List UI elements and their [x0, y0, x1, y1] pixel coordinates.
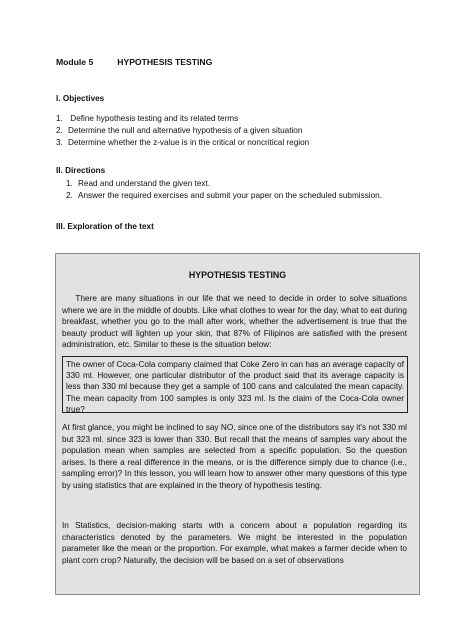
item-number: 1.	[66, 179, 73, 188]
objectives-list	[56, 113, 309, 149]
module-number: Module 5	[56, 57, 94, 67]
list-item	[56, 125, 309, 137]
item-text: Determine whether the z-value is in the critical or noncritical region	[68, 138, 310, 147]
module-title: HYPOTHESIS TESTING	[117, 57, 213, 67]
intro-paragraph: There are many situations in our life that we need to decide in order to solve situations where we are in the middle of doubts. Like what clothes to wear for the day, what to eat during breakfast, whether you go to the mall after work, whether the advertisement is true that the beauty product will lighten up your skin, that 87% of Filipinos are satisfied with the present administration, etc. Similar to these is the situation below:	[62, 294, 410, 350]
directions-list	[66, 178, 382, 202]
list-item	[66, 190, 382, 202]
statistics-paragraph: In Statistics, decision-making starts with a concern about a population regarding its characteristics denoted by the parameters. We might be interested in the population parameter like the mean or the proportion. For example, what makes a farmer decide when to plant corn crop? Naturally, the decision will be based on a set of observations	[62, 521, 407, 565]
item-text: Determine the null and alternative hypothesis of a given situation	[68, 126, 303, 135]
item-number: 1.	[56, 114, 63, 123]
item-number: 2.	[66, 191, 73, 200]
directions-heading: II. Directions	[56, 166, 106, 175]
item-text: Read and understand the given text.	[78, 179, 211, 188]
module-heading	[56, 57, 212, 67]
list-item	[56, 113, 309, 125]
item-number: 2.	[56, 126, 63, 135]
exploration-heading: III. Exploration of the text	[56, 222, 154, 231]
analysis-paragraph: At first glance, you might be inclined to say NO, since one of the distributors say it's not 330 ml but 323 ml. since 323 is lower than 330. But recall that the means of samples vary about the population mean when samples are selected from a specific population. So the question arises. Is there a real difference in the means, or is the difference simply due to chance (i.e., sampling error)? In this lesson, you will learn how to answer other many questions of this type by using statistics that are explained in the theory of hypothesis testing.	[62, 423, 407, 490]
list-item	[56, 137, 309, 149]
objectives-heading: I. Objectives	[56, 94, 105, 103]
lesson-text-box	[55, 253, 420, 595]
list-item	[66, 178, 382, 190]
item-text: Answer the required exercises and submit your paper on the scheduled submission.	[78, 191, 383, 200]
situation-box: The owner of Coca-Cola company claimed that Coke Zero in can has an average capacity of 330 ml. However, one particular distributor of the product said that its average capacity is less than 330 ml because they get a sample of 100 cans and calculated the mean capacity. The mean capacity from 100 samples is only 323 ml. Is the claim of the Coca-Cola owner true?	[62, 356, 408, 413]
item-text: Define hypothesis testing and its related terms	[68, 114, 239, 123]
box-title: HYPOTHESIS TESTING	[188, 270, 287, 280]
item-number: 3.	[56, 138, 63, 147]
